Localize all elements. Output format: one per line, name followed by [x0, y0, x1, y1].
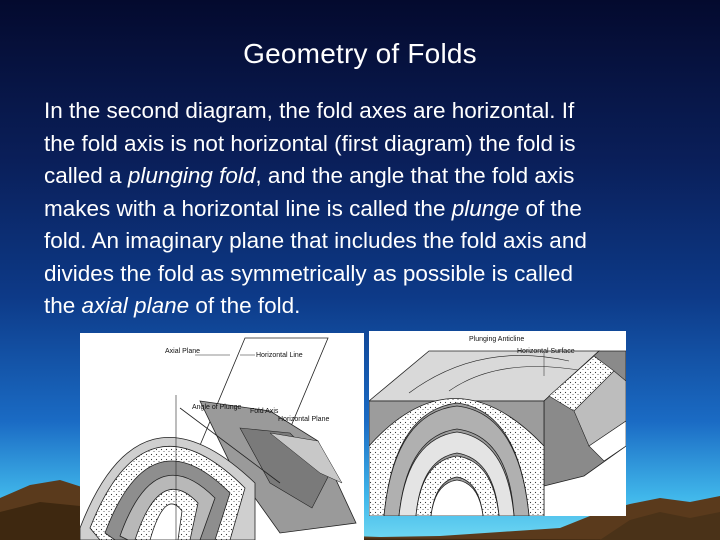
label-angle-of-plunge: Angle of Plunge	[192, 404, 242, 411]
term-plunge: plunge	[451, 195, 520, 221]
plunging-anticline-diagram	[369, 331, 626, 516]
label-horizontal-plane: Horizontal Plane	[278, 416, 330, 423]
label-horizontal-line: Horizontal Line	[256, 352, 303, 359]
label-axial-plane: Axial Plane	[165, 348, 201, 355]
paragraph-line: fold. An imaginary plane that includes the fold axis and	[44, 228, 587, 253]
paragraph-line: the axial plane of the fold.	[44, 293, 301, 318]
paragraph-line: called a plunging fold, and the angle that the fold axis	[44, 163, 575, 188]
paragraph-line: makes with a horizontal line is called the plunge of the	[44, 195, 582, 221]
term-axial-plane: axial plane	[81, 293, 190, 318]
label-plunging-anticline: Plunging Anticline	[469, 336, 525, 343]
body-paragraph	[44, 95, 684, 323]
label-fold-axis: Fold Axis	[250, 408, 279, 415]
plunging-fold-diagram	[80, 333, 364, 540]
paragraph-line: In the second diagram, the fold axes are horizontal. If	[44, 98, 575, 123]
slide-title: Geometry of Folds	[243, 38, 477, 69]
label-horizontal-surface: Horizontal Surface	[517, 348, 575, 355]
paragraph-line: divides the fold as symmetrically as possible is called	[44, 260, 573, 286]
paragraph-line: the fold axis is not horizontal (first diagram) the fold is	[44, 130, 576, 156]
term-plunging-fold: plunging fold	[127, 163, 256, 188]
